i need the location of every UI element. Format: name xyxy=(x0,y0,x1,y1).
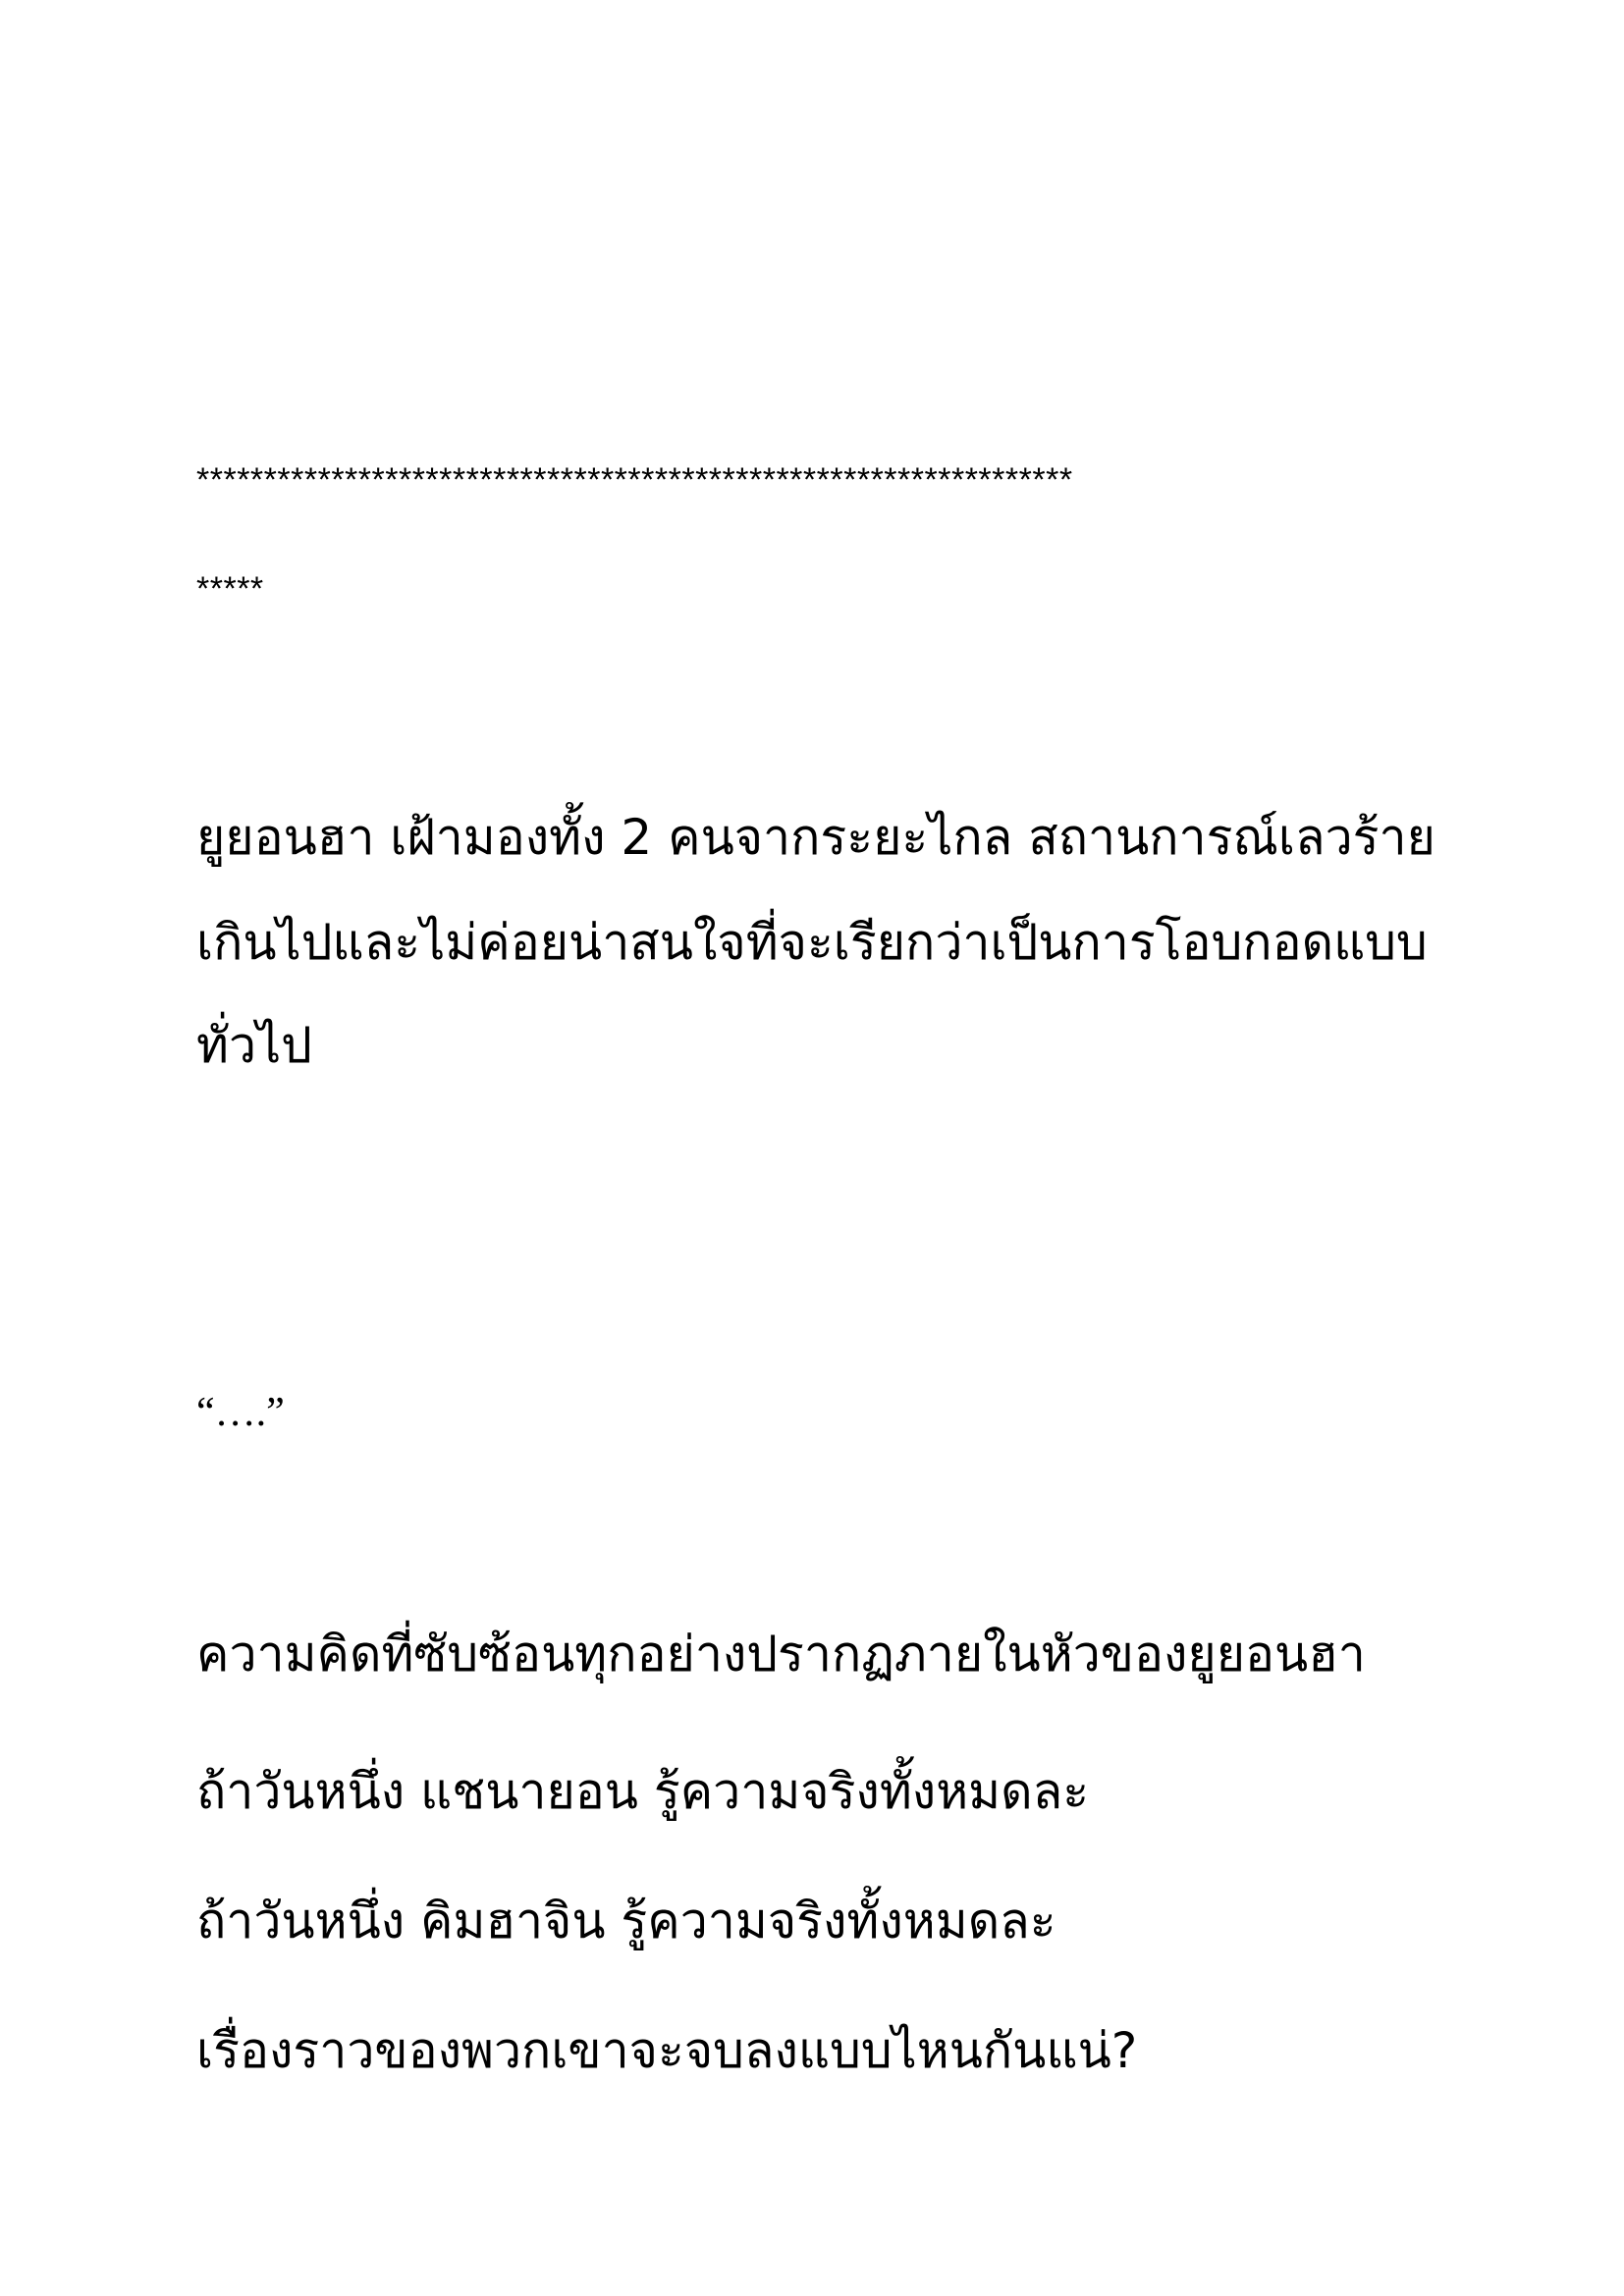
paragraph-2-line-1: ความคิดที่ซับซ้อนทุกอย่างปรากฏภายในหัวของยูยอนฮา xyxy=(196,1626,1366,1682)
paragraph-2-line-2: ถ้าวันหนึ่ง แชนายอน รู้ความจริงทั้งหมดละ xyxy=(196,1763,1090,1820)
paragraph-1-line-1: ยูยอนฮา เฝ้ามองทั้ง 2 คนจากระยะไกล สถานการณ์เลวร้าย xyxy=(196,809,1435,866)
separator-line-1: ***************************************************************** xyxy=(196,461,1073,499)
paragraph-1-line-2: เกินไปและไม่ค่อยน่าสนใจที่จะเรียกว่าเป็นการโอบกอดแบบ xyxy=(196,914,1428,971)
paragraph-2-line-3: ถ้าวันหนึ่ง คิมฮาจิน รู้ความจริงทั้งหมดละ xyxy=(196,1893,1056,1949)
separator-line-2: ***** xyxy=(196,570,264,608)
paragraph-1-line-3: ทั่วไป xyxy=(196,1017,312,1074)
dialogue-quote: “….” xyxy=(196,1390,285,1435)
paragraph-2-line-4: เรื่องราวของพวกเขาจะจบลงแบบไหนกันแน่? xyxy=(196,2022,1138,2079)
